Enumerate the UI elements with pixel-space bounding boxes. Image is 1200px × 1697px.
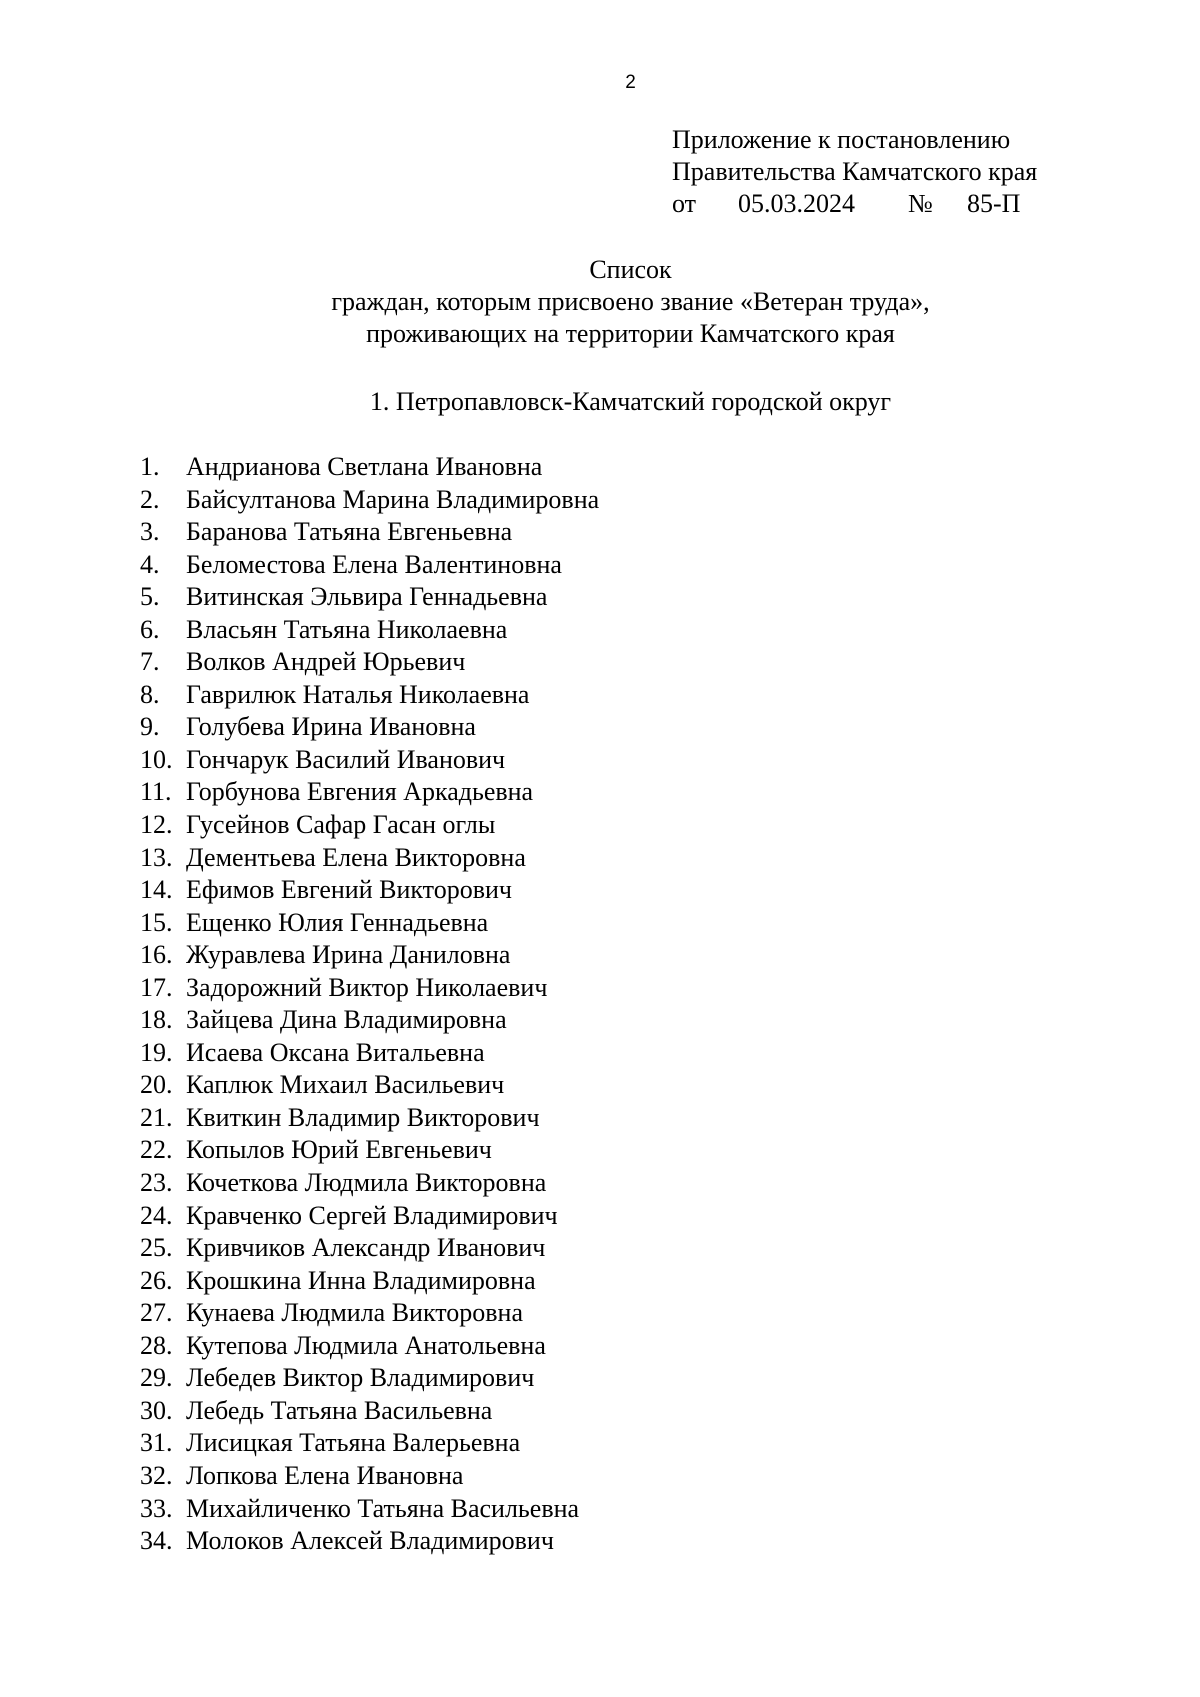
list-item (140, 972, 599, 1005)
title-line-1: Список (589, 255, 672, 284)
list-item (140, 1362, 599, 1395)
list-item-number: 20. (140, 1070, 173, 1100)
list-item-name: Андрианова Светлана Ивановна (186, 452, 543, 481)
list-item (140, 874, 599, 907)
list-item-name: Михайличенко Татьяна Васильевна (186, 1493, 580, 1523)
document-title (0, 254, 1200, 350)
list-item (140, 1427, 599, 1460)
list-item-number: 13. (140, 842, 173, 872)
list-item (140, 1004, 599, 1037)
list-item-number: 1. (140, 452, 160, 481)
list-item-name: Гаврилюк Наталья Николаевна (186, 679, 530, 709)
list-item (140, 1167, 599, 1200)
list-item (140, 1069, 599, 1102)
list-item-name: Гусейнов Сафар Гасан оглы (186, 810, 496, 840)
list-item (140, 679, 599, 712)
list-item (140, 809, 599, 842)
list-item-name: Дементьева Елена Викторовна (186, 842, 526, 872)
list-item-name: Власьян Татьяна Николаевна (186, 614, 508, 644)
list-item-name: Журавлева Ирина Даниловна (186, 940, 511, 970)
list-item-name: Лебедь Татьяна Васильевна (186, 1395, 493, 1425)
list-item (140, 1037, 599, 1070)
list-item (140, 451, 599, 484)
list-item-number: 14. (140, 875, 173, 905)
list-item-number: 30. (140, 1395, 173, 1425)
list-item-name: Горбунова Евгения Аркадьевна (186, 777, 534, 807)
list-item-number: 12. (140, 810, 173, 840)
list-item-number: 18. (140, 1005, 173, 1035)
list-item (140, 907, 599, 940)
list-item-name: Кочеткова Людмила Викторовна (186, 1168, 547, 1198)
list-item-name: Кутепова Людмила Анатольевна (186, 1330, 546, 1360)
list-item (140, 581, 599, 614)
list-item-name: Лебедев Виктор Владимирович (186, 1363, 535, 1393)
list-item-name: Молоков Алексей Владимирович (186, 1526, 554, 1556)
list-item (140, 842, 599, 875)
list-item-name: Голубева Ирина Ивановна (186, 712, 476, 742)
list-item-number: 24. (140, 1200, 173, 1230)
list-item-number: 29. (140, 1363, 173, 1393)
list-item-number: 8. (140, 679, 160, 709)
list-item-number: 23. (140, 1168, 173, 1198)
appendix-number: 85-П (967, 189, 1021, 218)
list-item-number: 7. (140, 647, 160, 677)
list-item-number: 34. (140, 1526, 173, 1556)
appendix-line-1: Приложение к постановлению (672, 125, 1011, 154)
list-item-number: 25. (140, 1233, 173, 1263)
list-item (140, 516, 599, 549)
list-item-number: 3. (140, 517, 160, 547)
list-item-name: Витинская Эльвира Геннадьевна (186, 582, 548, 612)
list-item (140, 1525, 599, 1558)
list-item-number: 26. (140, 1265, 173, 1295)
page-number: 2 (625, 72, 636, 93)
list-item (140, 1395, 599, 1428)
list-item (140, 1493, 599, 1526)
list-item-number: 10. (140, 744, 173, 774)
list-item (140, 1330, 599, 1363)
list-item-name: Гончарук Василий Иванович (186, 744, 506, 774)
people-list (140, 451, 599, 1558)
list-item-name: Ефимов Евгений Викторович (186, 875, 512, 905)
appendix-header (672, 124, 1037, 220)
list-item-number: 33. (140, 1493, 173, 1523)
list-item-name: Квиткин Владимир Викторович (186, 1102, 540, 1132)
list-item-name: Байсултанова Марина Владимировна (186, 484, 600, 514)
list-item-number: 28. (140, 1330, 173, 1360)
list-item (140, 1460, 599, 1493)
list-item-number: 16. (140, 940, 173, 970)
list-item-name: Каплюк Михаил Васильевич (186, 1070, 505, 1100)
appendix-line-2: Правительства Камчатского края (672, 157, 1038, 186)
list-item-number: 21. (140, 1102, 173, 1132)
list-item (140, 549, 599, 582)
list-item (140, 1297, 599, 1330)
list-item (140, 1134, 599, 1167)
section-heading: 1. Петропавловск-Камчатский городской округ (369, 387, 892, 416)
list-item (140, 939, 599, 972)
list-item-number: 2. (140, 484, 160, 514)
appendix-from-label: от (672, 189, 697, 218)
list-item-name: Крошкина Инна Владимировна (186, 1265, 536, 1295)
list-item (140, 776, 599, 809)
list-item-name: Задорожний Виктор Николаевич (186, 972, 548, 1002)
list-item-number: 15. (140, 907, 173, 937)
list-item (140, 1265, 599, 1298)
list-item-name: Волков Андрей Юрьевич (186, 647, 466, 677)
list-item-number: 19. (140, 1037, 173, 1067)
list-item (140, 1102, 599, 1135)
list-item-number: 31. (140, 1428, 173, 1458)
list-item-number: 9. (140, 712, 160, 742)
list-item-name: Копылов Юрий Евгеньевич (186, 1135, 492, 1165)
list-item-number: 17. (140, 972, 173, 1002)
list-item-name: Ещенко Юлия Геннадьевна (186, 907, 489, 937)
appendix-date: 05.03.2024 (738, 189, 855, 218)
appendix-meta (672, 188, 1037, 220)
list-item-number: 4. (140, 549, 160, 579)
list-item (140, 1232, 599, 1265)
list-item-name: Беломестова Елена Валентиновна (186, 549, 562, 579)
list-item (140, 1200, 599, 1233)
list-item-name: Исаева Оксана Витальевна (186, 1037, 485, 1067)
list-item (140, 711, 599, 744)
list-item (140, 614, 599, 647)
list-item-number: 5. (140, 582, 160, 612)
list-item-number: 27. (140, 1298, 173, 1328)
list-item-name: Лопкова Елена Ивановна (186, 1460, 464, 1490)
list-item (140, 646, 599, 679)
list-item-number: 32. (140, 1460, 173, 1490)
list-item-name: Лисицкая Татьяна Валерьевна (186, 1428, 521, 1458)
list-item-name: Кунаева Людмила Викторовна (186, 1298, 523, 1328)
appendix-number-sign: № (908, 189, 933, 218)
list-item-name: Кривчиков Александр Иванович (186, 1233, 546, 1263)
title-line-2: граждан, которым присвоено звание «Ветеран труда», (331, 287, 930, 316)
title-line-3: проживающих на территории Камчатского края (366, 319, 895, 348)
list-item-name: Кравченко Сергей Владимирович (186, 1200, 558, 1230)
list-item (140, 744, 599, 777)
list-item-name: Баранова Татьяна Евгеньевна (186, 517, 513, 547)
list-item-number: 6. (140, 614, 160, 644)
list-item (140, 484, 599, 517)
list-item-name: Зайцева Дина Владимировна (186, 1005, 507, 1035)
list-item-number: 11. (140, 777, 172, 807)
list-item-number: 22. (140, 1135, 173, 1165)
